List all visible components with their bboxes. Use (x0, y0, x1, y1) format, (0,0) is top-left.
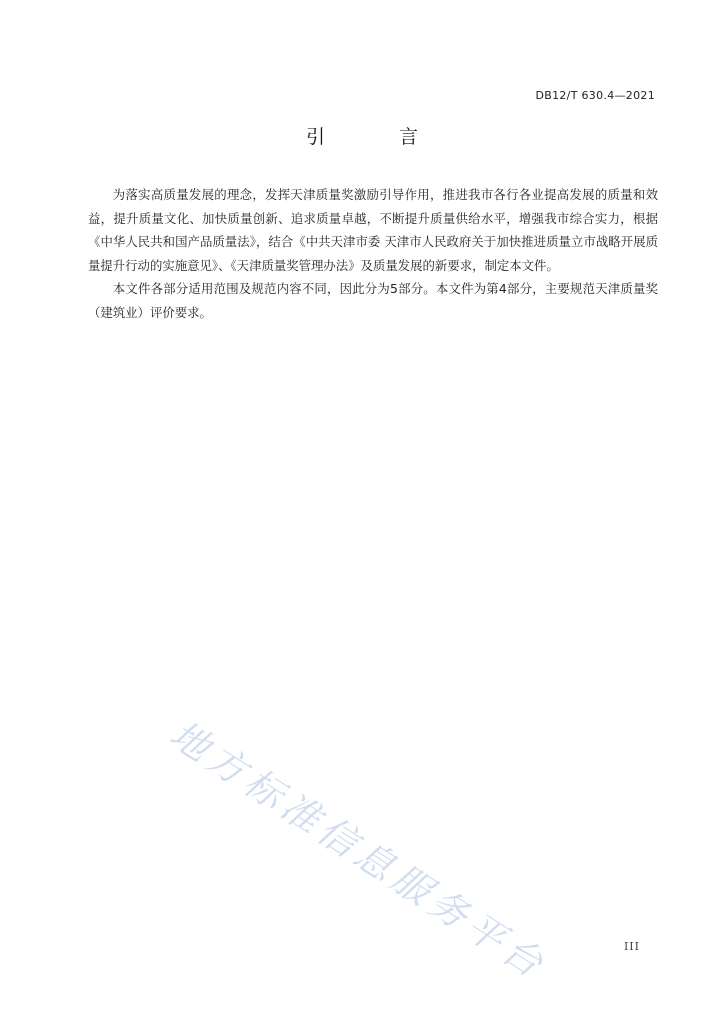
page-number: III (623, 940, 640, 953)
paragraph-1: 为落实高质量发展的理念，发挥天津质量奖激励引导作用，推进我市各行各业提高发展的质量和效益，提升质量文化、加快质量创新、追求质量卓越，不断提升质量供给水平，增强我市综合实力，根据《中华人民共和国产品质量法》，结合《中共天津市委 天津市人民政府关于加快推进质量立市战略开展质量提升行动的实施意见》、《天津质量奖管理办法》及质量发展的新要求，制定本文件。 (88, 187, 658, 273)
watermark: 地方标准信息服务平台 (162, 711, 556, 989)
paragraph-2: 本文件各部分适用范围及规范内容不同，因此分为5部分。本文件为第4部分，主要规范天津质量奖（建筑业）评价要求。 (88, 281, 658, 320)
document-code: DB12/T 630.4—2021 (535, 89, 655, 102)
section-title: 引 言 (305, 126, 453, 148)
body-text (88, 183, 658, 324)
